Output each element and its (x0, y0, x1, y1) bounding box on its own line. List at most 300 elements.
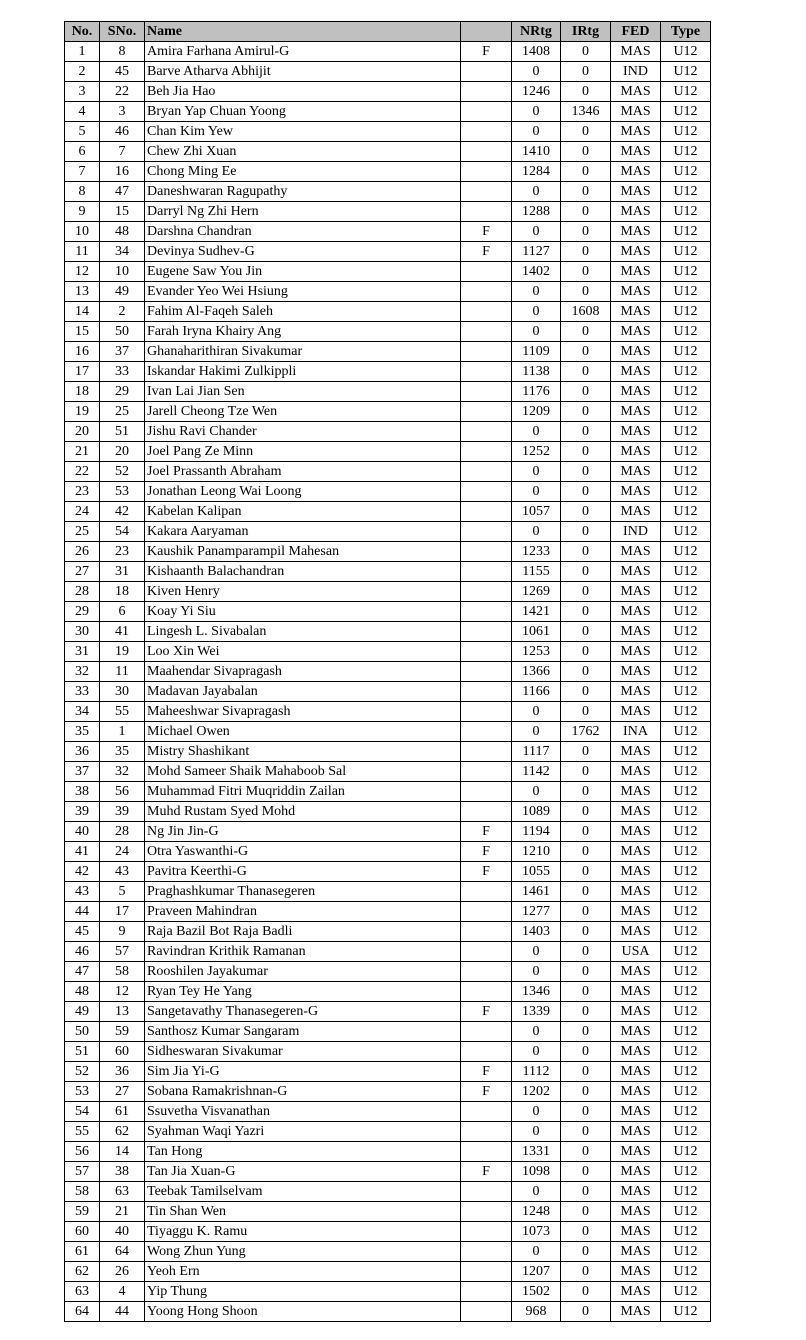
cell-nrtg: 0 (512, 962, 561, 982)
cell-irtg: 0 (561, 1062, 611, 1082)
cell-nrtg: 0 (512, 122, 561, 142)
table-row (65, 102, 711, 122)
cell-irtg: 0 (561, 1222, 611, 1242)
cell-nrtg: 1073 (512, 1222, 561, 1242)
table-row (65, 1282, 711, 1302)
cell-nrtg: 0 (512, 422, 561, 442)
cell-no: 2 (65, 62, 100, 82)
table-row (65, 382, 711, 402)
cell-type: U12 (661, 1142, 711, 1162)
cell-irtg: 0 (561, 62, 611, 82)
cell-nrtg: 1502 (512, 1282, 561, 1302)
cell-sno: 8 (100, 42, 145, 62)
cell-nrtg: 1142 (512, 762, 561, 782)
cell-fed: MAS (611, 642, 661, 662)
cell-no: 7 (65, 162, 100, 182)
cell-type: U12 (661, 882, 711, 902)
cell-irtg: 0 (561, 462, 611, 482)
cell-sex (461, 922, 512, 942)
cell-sex (461, 582, 512, 602)
cell-sex (461, 562, 512, 582)
cell-fed: MAS (611, 382, 661, 402)
cell-sno: 39 (100, 802, 145, 822)
cell-sno: 50 (100, 322, 145, 342)
cell-name: Darshna Chandran (145, 222, 461, 242)
cell-irtg: 0 (561, 522, 611, 542)
cell-fed: MAS (611, 1042, 661, 1062)
cell-type: U12 (661, 842, 711, 862)
table-row (65, 1102, 711, 1122)
cell-sex (461, 182, 512, 202)
cell-fed: MAS (611, 742, 661, 762)
cell-no: 29 (65, 602, 100, 622)
cell-irtg: 0 (561, 1082, 611, 1102)
table-row (65, 822, 711, 842)
cell-nrtg: 1202 (512, 1082, 561, 1102)
table-row (65, 402, 711, 422)
table-row (65, 962, 711, 982)
cell-name: Yeoh Ern (145, 1262, 461, 1282)
cell-irtg: 0 (561, 1142, 611, 1162)
cell-type: U12 (661, 622, 711, 642)
cell-no: 43 (65, 882, 100, 902)
cell-sex (461, 642, 512, 662)
table-row (65, 922, 711, 942)
cell-irtg: 0 (561, 262, 611, 282)
table-row (65, 702, 711, 722)
table-row (65, 1302, 711, 1322)
cell-type: U12 (661, 422, 711, 442)
cell-sno: 47 (100, 182, 145, 202)
cell-no: 32 (65, 662, 100, 682)
cell-type: U12 (661, 1022, 711, 1042)
cell-sex (461, 1182, 512, 1202)
cell-name: Yip Thung (145, 1282, 461, 1302)
cell-type: U12 (661, 1282, 711, 1302)
cell-fed: MAS (611, 502, 661, 522)
table-row (65, 802, 711, 822)
cell-no: 53 (65, 1082, 100, 1102)
cell-sex (461, 282, 512, 302)
cell-sno: 18 (100, 582, 145, 602)
cell-no: 18 (65, 382, 100, 402)
cell-no: 56 (65, 1142, 100, 1162)
cell-name: Tin Shan Wen (145, 1202, 461, 1222)
cell-sno: 46 (100, 122, 145, 142)
cell-irtg: 0 (561, 202, 611, 222)
cell-type: U12 (661, 1262, 711, 1282)
table-row (65, 1122, 711, 1142)
cell-type: U12 (661, 522, 711, 542)
cell-name: Jarell Cheong Tze Wen (145, 402, 461, 422)
cell-type: U12 (661, 162, 711, 182)
cell-type: U12 (661, 1202, 711, 1222)
cell-fed: MAS (611, 1262, 661, 1282)
cell-sex (461, 202, 512, 222)
cell-fed: MAS (611, 1282, 661, 1302)
table-row (65, 202, 711, 222)
cell-irtg: 0 (561, 642, 611, 662)
cell-name: Michael Owen (145, 722, 461, 742)
cell-fed: MAS (611, 1302, 661, 1322)
cell-name: Ravindran Krithik Ramanan (145, 942, 461, 962)
table-row (65, 742, 711, 762)
cell-sex (461, 462, 512, 482)
cell-name: Rooshilen Jayakumar (145, 962, 461, 982)
cell-sex (461, 102, 512, 122)
cell-no: 19 (65, 402, 100, 422)
cell-fed: MAS (611, 222, 661, 242)
cell-name: Sim Jia Yi-G (145, 1062, 461, 1082)
cell-sno: 38 (100, 1162, 145, 1182)
cell-name: Maheeshwar Sivapragash (145, 702, 461, 722)
cell-sex (461, 1142, 512, 1162)
cell-name: Kiven Henry (145, 582, 461, 602)
cell-irtg: 0 (561, 882, 611, 902)
cell-name: Ng Jin Jin-G (145, 822, 461, 842)
cell-irtg: 0 (561, 1262, 611, 1282)
cell-type: U12 (661, 302, 711, 322)
cell-name: Chong Ming Ee (145, 162, 461, 182)
table-row (65, 222, 711, 242)
cell-fed: MAS (611, 802, 661, 822)
table-row (65, 642, 711, 662)
cell-type: U12 (661, 1042, 711, 1062)
cell-irtg: 0 (561, 822, 611, 842)
cell-name: Syahman Waqi Yazri (145, 1122, 461, 1142)
cell-name: Bryan Yap Chuan Yoong (145, 102, 461, 122)
cell-type: U12 (661, 202, 711, 222)
cell-no: 22 (65, 462, 100, 482)
cell-no: 21 (65, 442, 100, 462)
cell-sno: 58 (100, 962, 145, 982)
cell-no: 25 (65, 522, 100, 542)
cell-no: 36 (65, 742, 100, 762)
cell-name: Fahim Al-Faqeh Saleh (145, 302, 461, 322)
cell-sex (461, 982, 512, 1002)
cell-name: Kishaanth Balachandran (145, 562, 461, 582)
cell-type: U12 (661, 662, 711, 682)
cell-irtg: 0 (561, 122, 611, 142)
cell-nrtg: 1155 (512, 562, 561, 582)
cell-sex (461, 522, 512, 542)
cell-nrtg: 1233 (512, 542, 561, 562)
cell-no: 28 (65, 582, 100, 602)
cell-no: 48 (65, 982, 100, 1002)
cell-name: Ghanaharithiran Sivakumar (145, 342, 461, 362)
cell-type: U12 (661, 282, 711, 302)
table-row (65, 762, 711, 782)
cell-sex: F (461, 222, 512, 242)
cell-name: Ryan Tey He Yang (145, 982, 461, 1002)
cell-no: 41 (65, 842, 100, 862)
cell-nrtg: 1461 (512, 882, 561, 902)
cell-nrtg: 1284 (512, 162, 561, 182)
cell-nrtg: 1112 (512, 1062, 561, 1082)
cell-type: U12 (661, 1302, 711, 1322)
cell-sno: 36 (100, 1062, 145, 1082)
cell-irtg: 1346 (561, 102, 611, 122)
cell-no: 6 (65, 142, 100, 162)
cell-type: U12 (661, 122, 711, 142)
cell-nrtg: 1331 (512, 1142, 561, 1162)
cell-nrtg: 0 (512, 462, 561, 482)
cell-no: 20 (65, 422, 100, 442)
cell-fed: MAS (611, 542, 661, 562)
table-row (65, 482, 711, 502)
cell-type: U12 (661, 1242, 711, 1262)
header-sex (461, 22, 512, 42)
table-row (65, 462, 711, 482)
cell-name: Raja Bazil Bot Raja Badli (145, 922, 461, 942)
cell-sex (461, 1262, 512, 1282)
table-row (65, 1262, 711, 1282)
cell-type: U12 (661, 922, 711, 942)
cell-no: 30 (65, 622, 100, 642)
cell-name: Sangetavathy Thanasegeren-G (145, 1002, 461, 1022)
cell-nrtg: 1288 (512, 202, 561, 222)
cell-name: Tiyaggu K. Ramu (145, 1222, 461, 1242)
cell-type: U12 (661, 1062, 711, 1082)
cell-sno: 61 (100, 1102, 145, 1122)
cell-sno: 14 (100, 1142, 145, 1162)
cell-irtg: 0 (561, 1002, 611, 1022)
table-row (65, 1202, 711, 1222)
cell-irtg: 0 (561, 762, 611, 782)
cell-irtg: 0 (561, 82, 611, 102)
cell-irtg: 0 (561, 1202, 611, 1222)
cell-nrtg: 1209 (512, 402, 561, 422)
table-row (65, 882, 711, 902)
cell-irtg: 1762 (561, 722, 611, 742)
cell-irtg: 0 (561, 662, 611, 682)
cell-sno: 9 (100, 922, 145, 942)
cell-no: 33 (65, 682, 100, 702)
cell-fed: MAS (611, 762, 661, 782)
cell-name: Joel Prassanth Abraham (145, 462, 461, 482)
cell-name: Beh Jia Hao (145, 82, 461, 102)
cell-sex (461, 1222, 512, 1242)
table-row (65, 1242, 711, 1262)
cell-fed: MAS (611, 862, 661, 882)
cell-irtg: 0 (561, 902, 611, 922)
cell-nrtg: 0 (512, 482, 561, 502)
cell-no: 4 (65, 102, 100, 122)
cell-no: 57 (65, 1162, 100, 1182)
cell-sno: 35 (100, 742, 145, 762)
cell-type: U12 (661, 942, 711, 962)
cell-nrtg: 0 (512, 1242, 561, 1262)
cell-sno: 12 (100, 982, 145, 1002)
cell-sex: F (461, 1162, 512, 1182)
cell-sno: 60 (100, 1042, 145, 1062)
cell-irtg: 0 (561, 382, 611, 402)
cell-irtg: 0 (561, 42, 611, 62)
cell-fed: IND (611, 522, 661, 542)
cell-sno: 59 (100, 1022, 145, 1042)
cell-nrtg: 1421 (512, 602, 561, 622)
cell-sex (461, 82, 512, 102)
cell-sex (461, 302, 512, 322)
cell-sno: 3 (100, 102, 145, 122)
table-row (65, 1002, 711, 1022)
cell-nrtg: 1117 (512, 742, 561, 762)
cell-fed: IND (611, 62, 661, 82)
table-row (65, 62, 711, 82)
cell-sno: 32 (100, 762, 145, 782)
cell-irtg: 0 (561, 802, 611, 822)
cell-irtg: 0 (561, 1242, 611, 1262)
cell-sno: 42 (100, 502, 145, 522)
cell-name: Teebak Tamilselvam (145, 1182, 461, 1202)
cell-sex: F (461, 1062, 512, 1082)
table-row (65, 942, 711, 962)
cell-name: Loo Xin Wei (145, 642, 461, 662)
cell-sno: 20 (100, 442, 145, 462)
table-row (65, 582, 711, 602)
table-row (65, 1082, 711, 1102)
header-nrtg: NRtg (512, 22, 561, 42)
cell-sno: 13 (100, 1002, 145, 1022)
cell-fed: MAS (611, 482, 661, 502)
cell-sex (461, 902, 512, 922)
cell-fed: MAS (611, 822, 661, 842)
cell-sno: 49 (100, 282, 145, 302)
cell-nrtg: 0 (512, 282, 561, 302)
cell-type: U12 (661, 242, 711, 262)
cell-fed: MAS (611, 142, 661, 162)
cell-irtg: 0 (561, 982, 611, 1002)
cell-fed: MAS (611, 562, 661, 582)
cell-fed: MAS (611, 682, 661, 702)
cell-sex (461, 702, 512, 722)
cell-sno: 52 (100, 462, 145, 482)
cell-sex (461, 1022, 512, 1042)
cell-sno: 29 (100, 382, 145, 402)
cell-name: Joel Pang Ze Minn (145, 442, 461, 462)
cell-irtg: 0 (561, 1162, 611, 1182)
cell-sex: F (461, 1082, 512, 1102)
cell-fed: MAS (611, 982, 661, 1002)
cell-fed: MAS (611, 1082, 661, 1102)
cell-sno: 22 (100, 82, 145, 102)
cell-fed: MAS (611, 1222, 661, 1242)
table-row (65, 302, 711, 322)
cell-sno: 43 (100, 862, 145, 882)
cell-type: U12 (661, 962, 711, 982)
cell-sex (461, 442, 512, 462)
cell-fed: MAS (611, 262, 661, 282)
cell-name: Tan Jia Xuan-G (145, 1162, 461, 1182)
cell-sex: F (461, 842, 512, 862)
table-row (65, 542, 711, 562)
cell-fed: INA (611, 722, 661, 742)
cell-sno: 27 (100, 1082, 145, 1102)
cell-name: Kakara Aaryaman (145, 522, 461, 542)
cell-no: 47 (65, 962, 100, 982)
cell-fed: MAS (611, 1022, 661, 1042)
cell-name: Ssuvetha Visvanathan (145, 1102, 461, 1122)
cell-name: Devinya Sudhev-G (145, 242, 461, 262)
cell-irtg: 0 (561, 962, 611, 982)
cell-sno: 17 (100, 902, 145, 922)
cell-sex (461, 422, 512, 442)
cell-irtg: 0 (561, 442, 611, 462)
cell-nrtg: 1408 (512, 42, 561, 62)
cell-fed: MAS (611, 402, 661, 422)
cell-name: Amira Farhana Amirul-G (145, 42, 461, 62)
cell-sex: F (461, 242, 512, 262)
cell-sno: 53 (100, 482, 145, 502)
cell-irtg: 0 (561, 282, 611, 302)
table-row (65, 1062, 711, 1082)
table-row (65, 1142, 711, 1162)
cell-type: U12 (661, 542, 711, 562)
cell-name: Tan Hong (145, 1142, 461, 1162)
cell-type: U12 (661, 1102, 711, 1122)
table-row (65, 442, 711, 462)
cell-fed: MAS (611, 442, 661, 462)
cell-no: 27 (65, 562, 100, 582)
cell-fed: MAS (611, 582, 661, 602)
cell-type: U12 (661, 982, 711, 1002)
cell-no: 26 (65, 542, 100, 562)
cell-sex (461, 542, 512, 562)
cell-no: 3 (65, 82, 100, 102)
cell-sex (461, 142, 512, 162)
cell-sex (461, 382, 512, 402)
cell-sex (461, 602, 512, 622)
cell-irtg: 0 (561, 702, 611, 722)
cell-no: 49 (65, 1002, 100, 1022)
cell-irtg: 0 (561, 782, 611, 802)
cell-name: Yoong Hong Shoon (145, 1302, 461, 1322)
cell-no: 55 (65, 1122, 100, 1142)
cell-sno: 45 (100, 62, 145, 82)
table-row (65, 122, 711, 142)
cell-fed: MAS (611, 1182, 661, 1202)
cell-nrtg: 1061 (512, 622, 561, 642)
cell-irtg: 0 (561, 222, 611, 242)
cell-type: U12 (661, 702, 711, 722)
cell-type: U12 (661, 262, 711, 282)
cell-fed: MAS (611, 342, 661, 362)
cell-nrtg: 0 (512, 222, 561, 242)
cell-nrtg: 1166 (512, 682, 561, 702)
cell-sno: 40 (100, 1222, 145, 1242)
cell-irtg: 0 (561, 402, 611, 422)
header-sno: SNo. (100, 22, 145, 42)
cell-sex (461, 802, 512, 822)
table-row (65, 782, 711, 802)
cell-no: 61 (65, 1242, 100, 1262)
cell-nrtg: 1089 (512, 802, 561, 822)
cell-no: 45 (65, 922, 100, 942)
cell-irtg: 0 (561, 1302, 611, 1322)
cell-fed: MAS (611, 462, 661, 482)
cell-name: Iskandar Hakimi Zulkippli (145, 362, 461, 382)
cell-name: Chan Kim Yew (145, 122, 461, 142)
cell-irtg: 0 (561, 502, 611, 522)
table-row (65, 722, 711, 742)
cell-irtg: 0 (561, 422, 611, 442)
cell-sno: 44 (100, 1302, 145, 1322)
cell-sex (461, 682, 512, 702)
cell-irtg: 0 (561, 242, 611, 262)
cell-sex (461, 1122, 512, 1142)
cell-sex (461, 402, 512, 422)
cell-name: Wong Zhun Yung (145, 1242, 461, 1262)
